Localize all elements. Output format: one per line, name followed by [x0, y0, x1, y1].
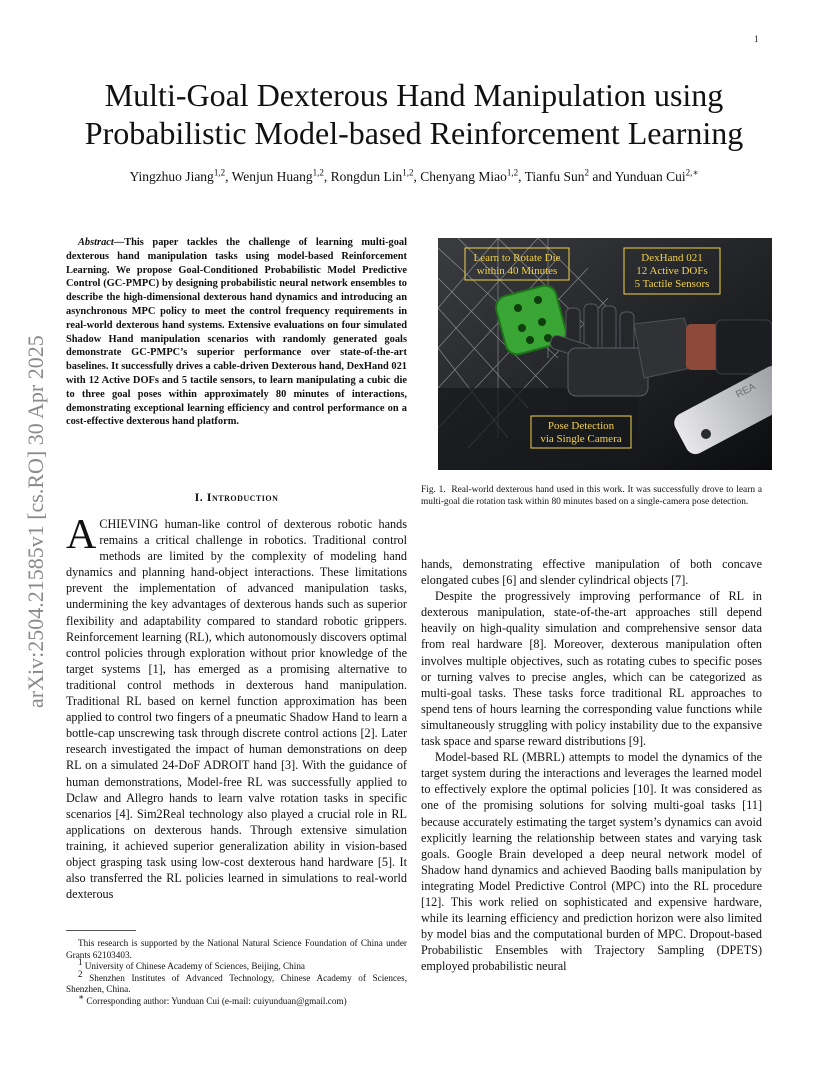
abstract-label: Abstract — [78, 237, 114, 248]
camera-brand-text: REA — [734, 381, 758, 401]
author-5 — [525, 169, 615, 184]
author-name: Tianfu Sun — [524, 169, 585, 184]
affiliation-footnote-1 — [66, 957, 407, 973]
author-affiliation: 1,2 — [213, 167, 226, 178]
footnote-mark: 2 — [78, 968, 83, 979]
author-affiliation: 1,2 — [312, 167, 324, 178]
label-dexhand-line-3: 5 Tactile Sensors — [634, 278, 710, 290]
footnotes — [66, 938, 407, 1008]
robot-arm — [716, 320, 772, 374]
footnote-divider — [66, 930, 136, 931]
author-name: Rongdun Lin — [330, 169, 403, 184]
body-paragraph: hands, demonstrating effective manipulation of both concave elongated cubes [6] and slender cylindrical objects [7]. — [421, 557, 762, 588]
label-rotate-line-1: Learn to Rotate Die — [473, 252, 561, 264]
footnote-text: University of Chinese Academy of Sciences, Beijing, China — [84, 961, 305, 972]
paper-title: Multi-Goal Dexterous Hand Manipulation using Probabilistic Model-based Reinforcement Learning — [84, 77, 744, 151]
abstract-body: This paper tackles the challenge of learning multi-goal dexterous hand manipulation tasks using model-based Reinforcement Learning. We propose Goal-Conditioned Probabilistic Model Predictive Control (GC-PMPC) by designing probabilistic neural network ensembles to describe the high-dimensional dexterous hand dynamics and introducing an asynchronous MPC policy to meet the control frequency requirements in real-world dexterous hand systems. Extensive evaluations on four simulated Shadow Hand manipulation scenarios with randomly generated goals demonstrate GC-PMPC’s superior performance over state-of-the-art baselines. It successfully drives a cable-driven Dexterous hand, DexHand 021 with 12 Active DOFs and 5 tactile sensors, to learn manipulating a cubic die to three goal poses within approximately 80 minutes of interactions, demonstrating exceptional learning efficiency and control performance on a cost-effective dexterous hand platform. — [66, 237, 407, 428]
label-dexhand-line-1: DexHand 021 — [641, 252, 703, 264]
arxiv-identifier-stamp: arXiv:2504.21585v1 [cs.RO] 30 Apr 2025 — [23, 335, 48, 709]
footnote-text: Shenzhen Institutes of Advanced Technology, Chinese Academy of Sciences, Shenzhen, China. — [66, 972, 407, 995]
abstract-block — [66, 236, 407, 429]
funding-footnote: This research is supported by the National Natural Science Foundation of China under Grants 62103403. — [66, 938, 407, 960]
section-heading — [66, 490, 407, 505]
author-affiliation: 2,∗ — [685, 167, 699, 178]
caption-label: Fig. 1. — [421, 485, 446, 495]
page-number: 1 — [754, 34, 759, 44]
author-name: Yunduan Cui — [614, 169, 686, 184]
body-paragraph: Model-based RL (MBRL) attempts to model the dynamics of the target system during the interactions and leverages the learned model to effectively explore the optimal policies [10]. It was considered as one of the promising solutions for solving multi-goal tasks [11] because accurately estimating the target system’s dynamics can avoid explicitly learning the relationship between states and varying task goals. Google Brain developed a deep neural network model of Shadow hand dynamics and achieved Baoding balls manipulation by integrating Model Predictive Control (MPC) into the RL procedure [12]. This work relied on sophisticated and expensive hardware, while its learning efficiency and prediction horizon were also limited by model bias and the computational burden of MPC. Dropout-based Probabilistic Ensembles with Trajectory Sampling (DPETS) employed probabilistic neural — [421, 750, 762, 974]
caption-text: Real-world dexterous hand used in this work. It was successfully drove to learn a multi-goal die rotation task within 80 minutes based on a single-camera pose detection. — [421, 485, 762, 508]
author-affiliation: 2 — [584, 167, 590, 178]
corresponding-author-footnote — [66, 991, 407, 1008]
body-paragraph: Despite the progressively improving performance of RL in dexterous manipulation, state-of-the-art approaches still depend heavily on high-quality simulation and comprehensive sensor data from real hardware [8]. Moreover, dexterous manipulation often involves multiple objectives, such as rotating cubes to specific poses or turning valves to precise angles, which can be categorized as multi-goal tasks. These tasks force traditional RL approaches to spend tens of hours learning the corresponding value functions while simultaneously struggling with policy instability due to the expansive task space and sparse reward distributions [9]. — [421, 589, 762, 749]
section-title: Introduction — [206, 490, 279, 504]
section-number: I. — [194, 490, 204, 504]
abstract-text: Abstract—This paper tackles the challenge of learning multi-goal dexterous hand manipulation tasks using model-based Reinforcement Learning. We propose Goal-Conditioned Probabilistic Model Predictive Control (GC-PMPC) by designing probabilistic neural network ensembles to describe the high-dimensional dexterous hand dynamics and introducing an asynchronous MPC policy to meet the control frequency requirements in real-world dexterous hand systems. Extensive evaluations on four simulated Shadow Hand manipulation scenarios with randomly generated goals demonstrate GC-PMPC’s superior performance over state-of-the-art baselines. It successfully drives a cable-driven Dexterous hand, DexHand 021 with 12 Active DOFs and 5 tactile sensors, to learn manipulating a cubic die to three goal poses within approximately 80 minutes of interactions, demonstrating exceptional learning efficiency and control performance on a cost-effective dexterous hand platform. — [66, 237, 407, 428]
author-separator: , — [225, 169, 232, 184]
hand-palm — [568, 348, 648, 396]
introduction-paragraph — [66, 512, 407, 902]
author-affiliation: 1,2 — [506, 167, 519, 178]
author-4 — [420, 169, 524, 184]
label-rotate-line-2: within 40 Minutes — [476, 265, 558, 277]
footnote-mark: ∗ — [78, 991, 85, 1002]
author-list — [60, 168, 768, 186]
label-dexhand-line-2: 12 Active DOFs — [636, 265, 708, 277]
camera-lens — [701, 429, 711, 439]
author-1 — [129, 169, 231, 184]
robot-hand-illustration — [438, 238, 772, 470]
label-pose-line-2: via Single Camera — [540, 433, 622, 445]
author-6 — [615, 169, 699, 184]
intro-text: CHIEVING human-like control of dexterous robotic hands remains a critical challenge in robotics. Traditional control methods are limited by the complexity of modeling hand dynamics and planning hand-object interactions. These limitations prevent the implementation of advanced manipulation tasks, undermining the key advantages of dexterous hands such as superior flexibility and adaptability compared to standard robotic grippers. Reinforcement learning (RL), which autonomously discovers optimal control policies through exploration without prior knowledge of the target systems [1], has emerged as a promising alternative to traditional control methods in dexterous hand manipulation. Traditional RL based on kernel function approximation has been applied to control two fingers of a pneumatic Shadow Hand to learn a bottle-cap unscrewing task through discrete control actions [2]. Later research investigated the impact of human demonstrations on deep RL on a simulated 24-DoF ADROIT hand [3]. With the guidance of human demonstrations, Model-free RL was successfully applied to Dclaw and Allegro hands to learn valve rotation tasks in specific scenarios [4]. Sim2Real technology also played a crucial role in RL applications on dexterous hands. Through extensive simulation training, it achieved superior generalization ability in vision-based object grasping task using low-cost dexterous hand hardware [5]. It also transferred the RL policies learned in simulations to real-world dexterous — [66, 517, 407, 902]
author-affiliation: 1,2 — [402, 167, 414, 178]
author-separator: , — [413, 169, 421, 184]
affiliation-footnote-2 — [66, 968, 407, 996]
author-separator: , — [323, 169, 331, 184]
right-column-body — [421, 556, 762, 974]
footnote-text: Corresponding author: Yunduan Cui (e-mail: cuiyunduan@gmail.com) — [86, 995, 347, 1006]
author-name: Chenyang Miao — [420, 169, 507, 184]
author-name: Wenjun Huang — [231, 169, 313, 184]
author-separator: and — [589, 169, 615, 184]
author-2 — [232, 169, 331, 184]
label-pose-line-1: Pose Detection — [547, 420, 615, 432]
author-3 — [331, 169, 421, 184]
drop-cap: A — [66, 512, 97, 558]
figure-robot-hand-photo — [438, 238, 772, 470]
author-name: Yingzhuo Jiang — [129, 169, 214, 184]
footnote-mark: 1 — [78, 957, 83, 968]
figure-caption — [421, 484, 762, 508]
author-separator: , — [518, 169, 525, 184]
